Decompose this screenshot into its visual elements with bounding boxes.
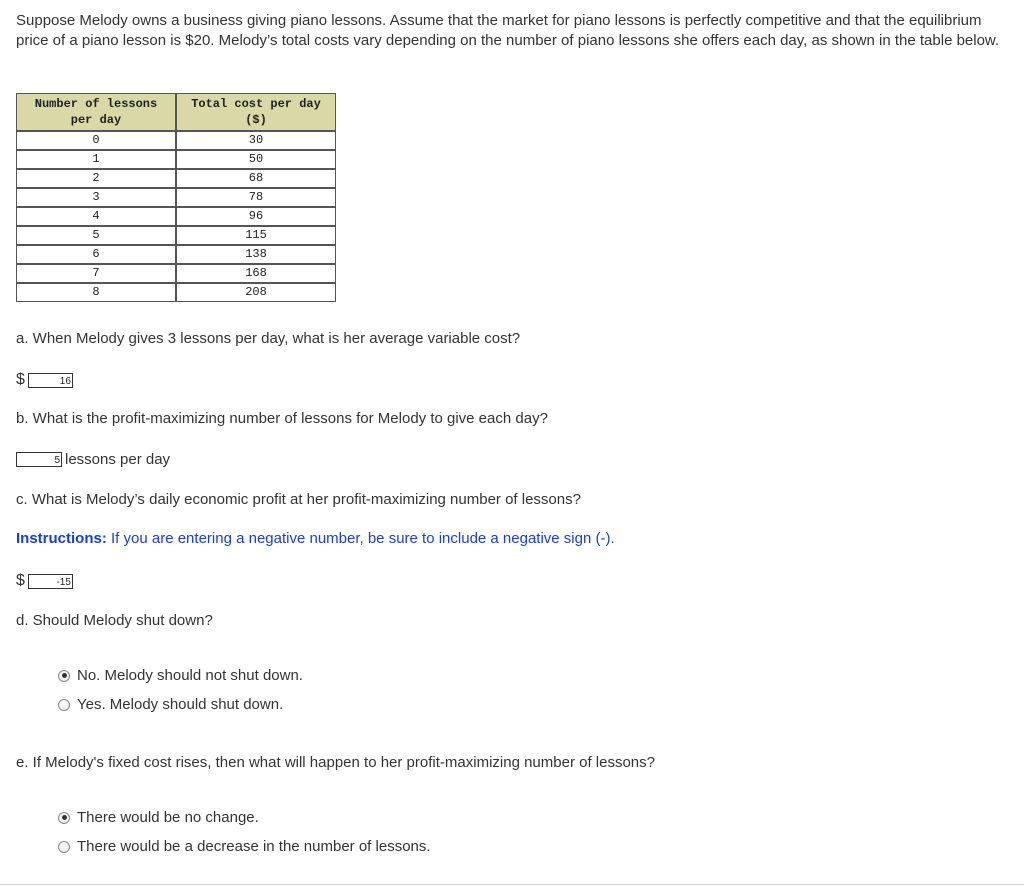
question-e: e. If Melody's fixed cost rises, then what will happen to her profit-maximizing number of lessons? [16,754,655,771]
question-b: b. What is the profit-maximizing number of lessons for Melody to give each day? [16,410,548,427]
table-row: 7 168 [17,264,336,283]
instructions [16,530,615,547]
answer-b-row [16,451,170,468]
header-total-cost: Total cost per day ($) [176,94,336,132]
answer-c-input[interactable]: -15 [28,574,73,589]
answer-a-input[interactable]: 16 [28,373,73,388]
question-c: c. What is Melody’s daily economic profit at her profit-maximizing number of lessons? [16,491,581,508]
problem-intro: Suppose Melody owns a business giving piano lessons. Assume that the market for piano lessons is perfectly competitive and that the equilibrium price of a piano lesson is $20. Melody’s total costs vary depending on the number of piano lessons she offers each day, as shown in the table below. [16,12,1000,49]
divider [0,884,1024,885]
option-d-yes[interactable]: Yes. Melody should shut down. [58,696,283,713]
option-e-no-change[interactable]: There would be no change. [58,809,259,826]
radio-selected-icon[interactable] [58,812,70,824]
answer-c-row [16,572,73,590]
option-d-no[interactable]: No. Melody should not shut down. [58,667,303,684]
table-row: 4 96 [17,207,336,226]
table-row: 0 30 [17,131,336,150]
cost-table [16,93,336,302]
answer-b-input[interactable]: 5 [16,452,62,467]
table-row: 2 68 [17,169,336,188]
radio-unselected-icon[interactable] [58,841,70,853]
table-row: 1 50 [17,150,336,169]
dollar-sign: $ [16,572,25,589]
answer-b-suffix: lessons per day [65,451,171,468]
question-d: d. Should Melody shut down? [16,612,213,629]
radio-unselected-icon[interactable] [58,699,70,711]
instructions-text: If you are entering a negative number, be sure to include a negative sign (-). [106,530,615,547]
option-e-decrease[interactable]: There would be a decrease in the number of lessons. [58,838,431,855]
table-row: 8 208 [17,283,336,302]
dollar-sign: $ [16,371,25,388]
instructions-label: Instructions: [16,530,107,547]
question-a: a. When Melody gives 3 lessons per day, what is her average variable cost? [16,330,521,347]
table-row: 5 115 [17,226,336,245]
table-row: 6 138 [17,245,336,264]
header-lessons: Number of lessons per day [17,94,177,132]
answer-a-row [16,371,73,389]
table-row: 3 78 [17,188,336,207]
radio-selected-icon[interactable] [58,670,70,682]
